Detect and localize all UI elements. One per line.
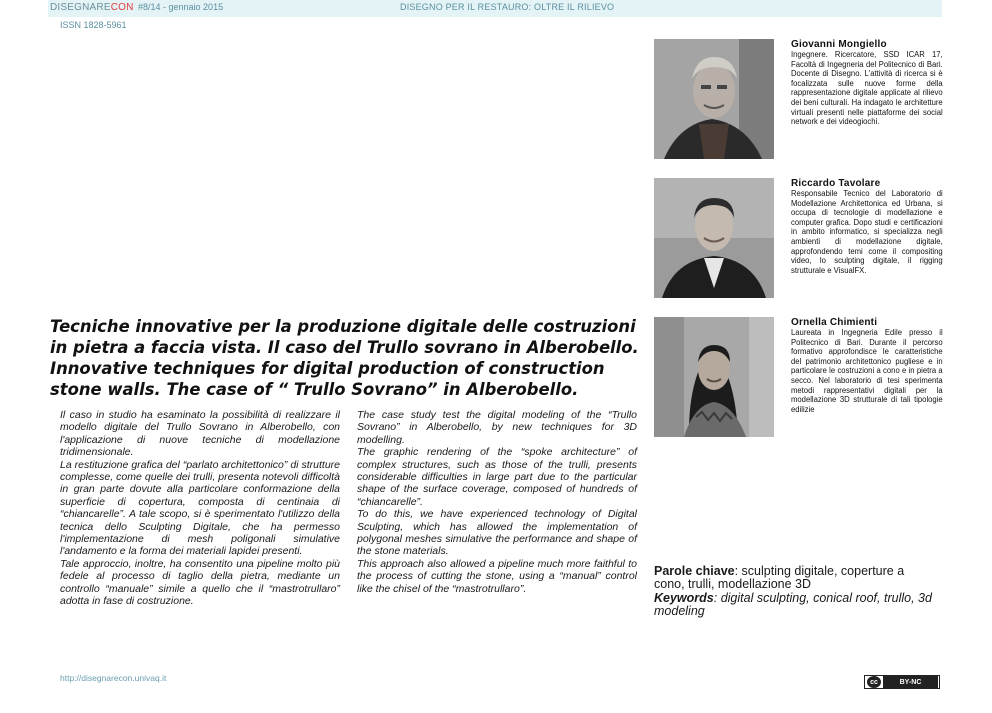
license-label: BY-NC <box>883 676 938 688</box>
brand-part1: DISEGNARE <box>50 2 111 13</box>
article-title: Tecniche innovative per la produzione digitale delle costruzioni in pietra a faccia vista. Il caso del Trullo sovrano in Alberobello. Innovative techniques for digital production of construction stone walls. The case of “ Trullo Sovrano” in Alberobello. <box>50 317 639 399</box>
keywords-it-values: : sculpting digitale, coperture a cono, trulli, modellazione 3D <box>654 564 905 592</box>
abstract-paragraph: Il caso in studio ha esaminato la possibilità di realizzare il modello digitale del Trullo Sovrano in Alberobello, con l'applicazione di nuove tecniche di modellazione tridimensionale. <box>60 409 340 459</box>
author-photo-mongiello <box>654 39 774 159</box>
author-bio-1 <box>791 39 943 127</box>
author-bio-2 <box>791 178 943 275</box>
abstract-italian <box>60 409 340 608</box>
section-title: DISEGNO PER IL RESTAURO: OLTRE IL RILIEVO <box>400 2 615 12</box>
brand-part2: CON <box>110 2 134 13</box>
abstract-paragraph: To do this, we have experienced technology of Digital Sculpting, which has allowed the implementation of polygonal meshes simulative the performance and shape of the stone materials. <box>357 508 637 558</box>
keywords-en-values: : digital sculpting, conical roof, trullo, 3d modeling <box>654 590 932 619</box>
keywords-block <box>654 565 934 619</box>
issue-label: #8/14 - gennaio 2015 <box>138 2 224 12</box>
keywords-english <box>654 592 934 619</box>
author-name: Giovanni Mongiello <box>791 39 887 50</box>
author-photo-chimienti <box>654 317 774 437</box>
author-photo-tavolare <box>654 178 774 298</box>
abstract-paragraph: Tale approccio, inoltre, ha consentito una pipeline molto più fedele al processo di taglio della pietra, mediante un controllo “manuale” simile a quello che il “mastrotrullaro” adotta in fase di costruzione. <box>60 557 340 608</box>
author-bio-text: Responsabile Tecnico del Laboratorio di Modellazione Architettonica ed Urbana, si occupa di tecnologie di modellazione e computer grafica. Dopo studi e certificazioni in ambito informatico, si specializza negli ambienti di modellazione digitale, approfondendo temi come il compositing video, lo sculpting digitale, il rigging strutturale e VisualFX. <box>791 189 943 275</box>
author-bio-text: Laureata in Ingegneria Edile presso il Politecnico di Bari. Durante il percorso formativo approfondisce le caratteristiche del patrimonio architettonico pugliese e in particolare le costruzioni a cono e in pietra a secco. Nel laboratorio di tesi sperimenta metodi rappresentativi digitali per la modellazione 3D strutturale di tali tipologie edilizie <box>791 328 943 414</box>
cc-icon: cc <box>867 676 881 688</box>
author-name: Riccardo Tavolare <box>791 178 881 189</box>
cc-license-badge[interactable] <box>864 675 940 689</box>
keywords-en-label: Keywords <box>654 590 714 605</box>
abstract-paragraph: The case study test the digital modeling of the “Trullo Sovrano” in Alberobello, by new techniques for 3D modelling. <box>357 409 637 446</box>
journal-url-link[interactable]: http://disegnarecon.univaq.it <box>60 673 167 683</box>
author-name: Ornella Chimienti <box>791 317 878 328</box>
issn-label: ISSN 1828-5961 <box>60 20 127 30</box>
abstract-paragraph: The graphic rendering of the “spoke architecture” of complex structures, such as those of the trulli, presents considerable difficulties in large part due to the particular shape of the surface coverage, composed of hundreds of “chiancarelle”. <box>357 446 637 508</box>
abstract-paragraph: This approach also allowed a pipeline much more faithful to the process of cutting the stone, using a “manual” control like the chisel of the “mastrotrullaro”. <box>357 557 637 595</box>
author-bio-3 <box>791 317 943 414</box>
keywords-italian <box>654 565 934 592</box>
abstract-english <box>357 409 637 595</box>
journal-brand <box>50 2 134 13</box>
author-bio-text: Ingegnere. Ricercatore, SSD ICAR 17, Facoltà di Ingegneria del Politecnico di Bari. Docente di Disegno. L'attività di ricerca si è focalizzata sulle nuove forme della rappresentazione digitale applicate al rilievo dei beni culturali. Ha indagato le architetture virtuali presenti nelle piattaforme dei social network e dei videogiochi. <box>791 50 943 127</box>
keywords-it-label: Parole chiave <box>654 564 735 578</box>
abstract-paragraph: La restituzione grafica del “parlato architettonico” di strutture complesse, come quelle dei trulli, presenta notevoli difficoltà in gran parte dovute alla particolare conformazione della superficie di copertura, composta di centinaia di “chiancarelle”. A tale scopo, si è sperimentato l'utilizzo della tecnica dello Sculpting Digitale, che ha permesso l'implementazione di mesh poligonali simulative l'andamento e la forma dei materiali lapidei presenti. <box>60 458 340 558</box>
